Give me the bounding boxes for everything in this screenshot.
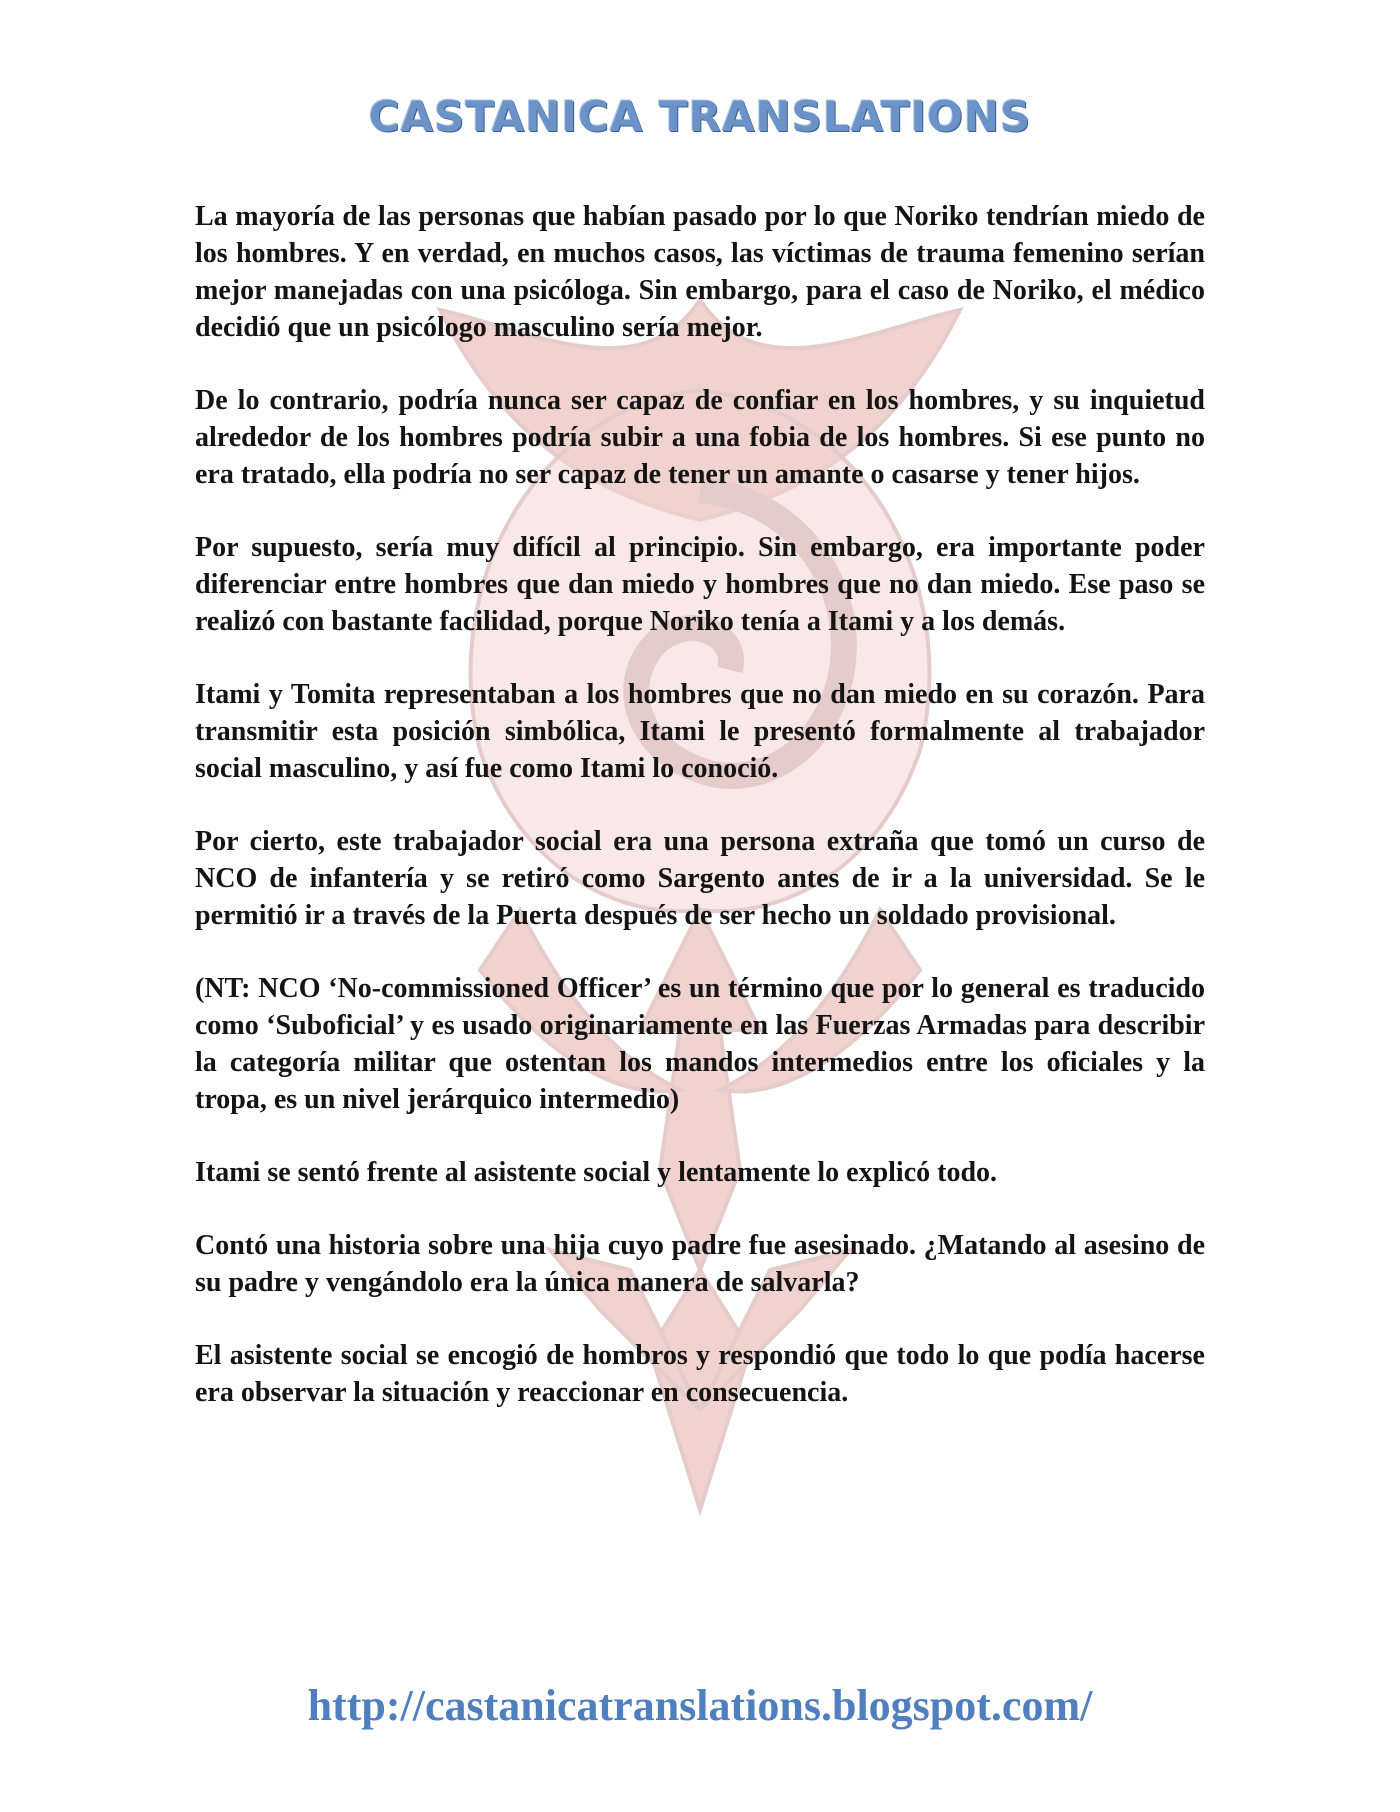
body-text <box>195 198 1205 1447</box>
paragraph: Por cierto, este trabajador social era una persona extraña que tomó un curso de NCO de infantería y se retiró como Sargento antes de ir a la universidad. Se le permitió ir a través de la Puerta después de ser hecho un soldado provisional. <box>195 826 1205 931</box>
paragraph: El asistente social se encogió de hombros y respondió que todo lo que podía hacerse era observar la situación y reaccionar en consecuencia. <box>195 1340 1205 1408</box>
paragraph: Itami y Tomita representaban a los hombres que no dan miedo en su corazón. Para transmitir esta posición simbólica, Itami le presentó formalmente al trabajador social masculino, y así fue como Itami lo conoció. <box>195 679 1205 784</box>
page-header-title: CASTANICA TRANSLATIONS <box>368 92 1032 141</box>
footer-url-link[interactable]: http://castanicatranslations.blogspot.com/ <box>307 1681 1093 1730</box>
paragraph: Por supuesto, sería muy difícil al principio. Sin embargo, era importante poder diferenciar entre hombres que dan miedo y hombres que no dan miedo. Ese paso se realizó con bastante facilidad, porque Noriko tenía a Itami y a los demás. <box>195 532 1205 637</box>
paragraph: La mayoría de las personas que habían pasado por lo que Noriko tendrían miedo de los hombres. Y en verdad, en muchos casos, las víctimas de trauma femenino serían mejor manejadas con una psicóloga. Sin embargo, para el caso de Noriko, el médico decidió que un psicólogo masculino sería mejor. <box>195 201 1205 343</box>
paragraph: De lo contrario, podría nunca ser capaz de confiar en los hombres, y su inquietud alrededor de los hombres podría subir a una fobia de los hombres. Si ese punto no era tratado, ella podría no ser capaz de tener un amante o casarse y tener hijos. <box>195 385 1205 490</box>
paragraph: Itami se sentó frente al asistente social y lentamente lo explicó todo. <box>195 1157 998 1188</box>
translator-note-paragraph: (NT: NCO ‘No-commissioned Officer’ es un término que por lo general es traducido como ‘Suboficial’ y es usado originariamente en las Fuerzas Armadas para describir la categoría militar que ostentan los mandos intermedios entre los oficiales y la tropa, es un nivel jerárquico intermedio) <box>195 973 1205 1115</box>
paragraph: Contó una historia sobre una hija cuyo padre fue asesinado. ¿Matando al asesino de su padre y vengándolo era la única manera de salvarla? <box>195 1230 1205 1298</box>
